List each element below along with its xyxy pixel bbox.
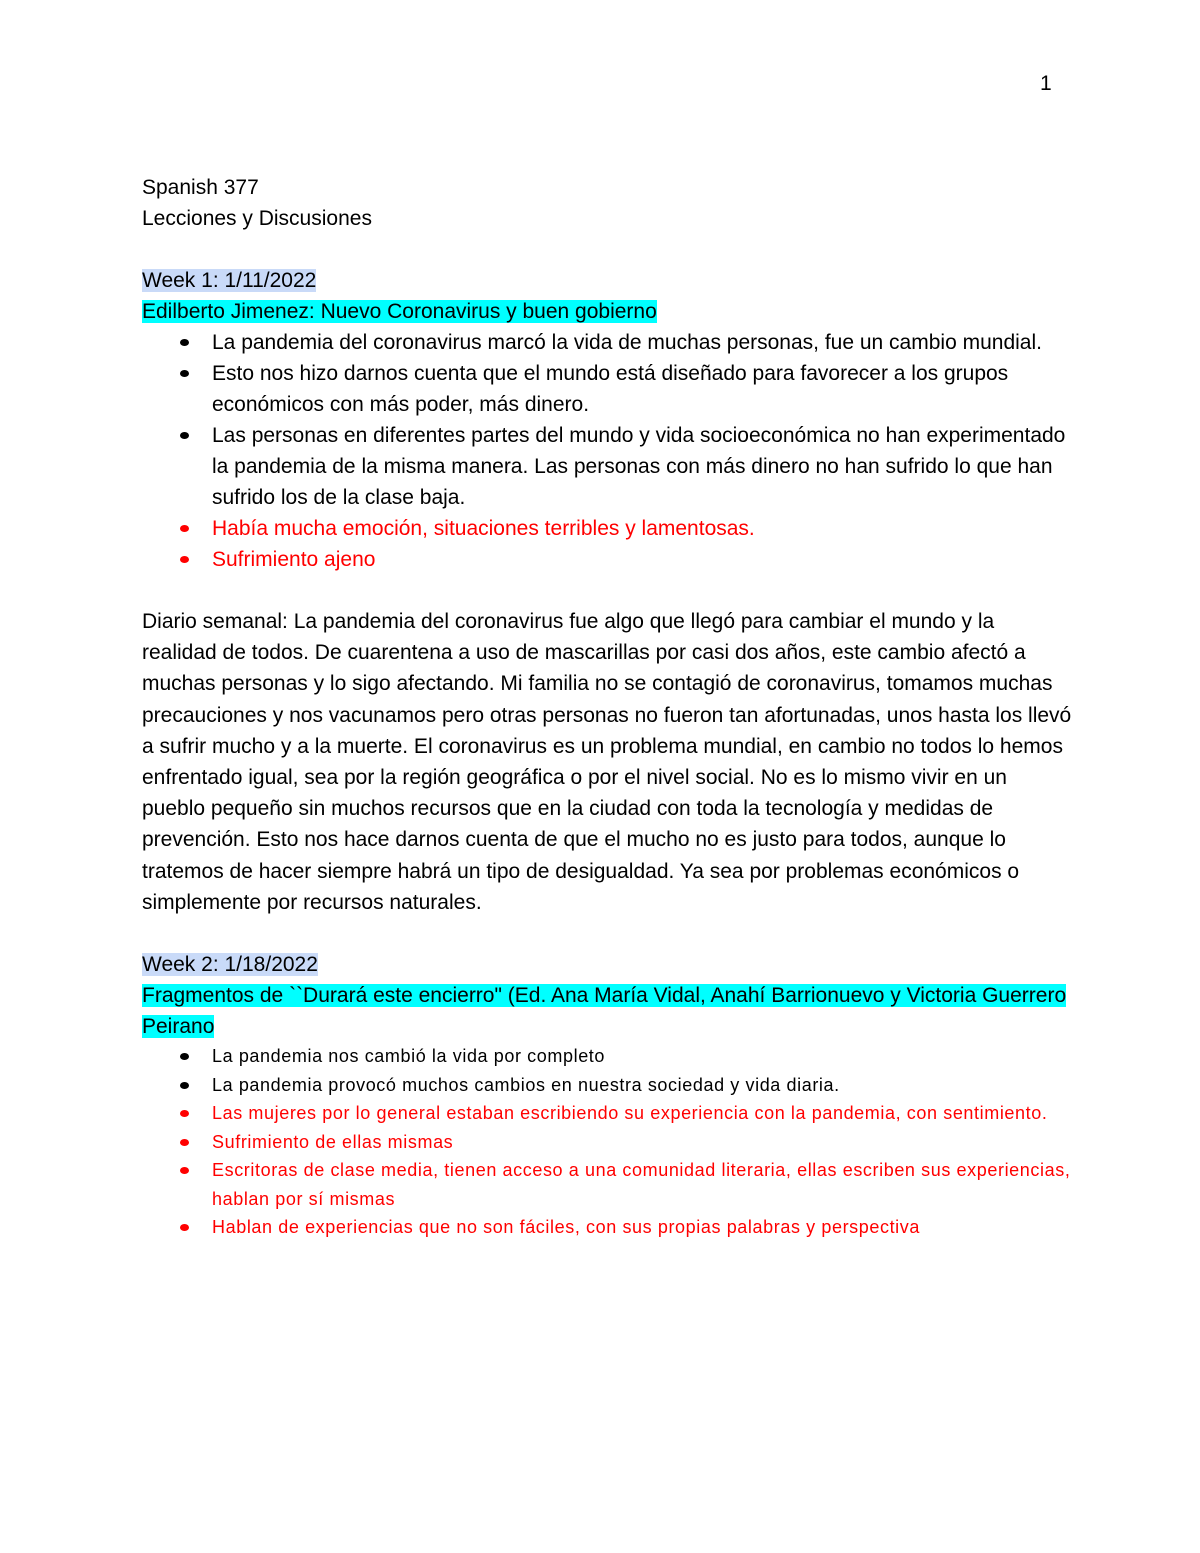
bullet-icon (180, 432, 189, 439)
list-item: Esto nos hizo darnos cuenta que el mundo está diseñado para favorecer a los grupos económicos con más poder, más dinero. (142, 358, 1072, 420)
bullet-icon (180, 1110, 189, 1117)
list-item: Escritoras de clase media, tienen acceso a una comunidad literaria, ellas escriben sus experiencias, hablan por sí mismas (142, 1156, 1072, 1213)
week2-title: Fragmentos de ``Durará este encierro" (Ed. Ana María Vidal, Anahí Barrionuevo y Victoria Guerrero Peirano (142, 984, 1067, 1039)
bullet-icon (180, 339, 189, 346)
bullet-icon (180, 1224, 189, 1231)
weekly-diary-paragraph: Diario semanal: La pandemia del coronavirus fue algo que llegó para cambiar el mundo y la realidad de todos. De cuarentena a uso de mascarillas por casi dos años, este cambio afectó a muchas personas y lo sigo afectando. Mi familia no se contagió de coronavirus, tomamos muchas precauciones y nos vacunamos pero otras personas no fueron tan afortunadas, unos hasta los llevó a sufrir mucho y a la muerte. El coronavirus es un problema mundial, en cambio no todos lo hemos enfrentado igual, sea por la región geográfica o por el nivel social. No es lo mismo vivir en un pueblo pequeño sin muchos recursos que en la ciudad con toda la tecnología y medidas de prevención. Esto nos hace darnos cuenta de que el mucho no es justo para todos, aunque lo tratemos de hacer siempre habrá un tipo de desigualdad. Ya sea por problemas económicos o simplemente por recursos naturales. (142, 610, 1072, 914)
list-item: Las personas en diferentes partes del mundo y vida socioeconómica no han experimentado la pandemia de la misma manera. Las personas con más dinero no han sufrido lo que han sufrido los de la clase baja. (142, 420, 1072, 513)
list-item: La pandemia provocó muchos cambios en nuestra sociedad y vida diaria. (142, 1071, 1072, 1100)
week1-bullet-list (142, 327, 1072, 575)
week2-label: Week 2: 1/18/2022 (142, 953, 318, 977)
list-item: Sufrimiento ajeno (142, 544, 1072, 575)
list-item: Hablan de experiencias que no son fáciles, con sus propias palabras y perspectiva (142, 1213, 1072, 1242)
bullet-icon (180, 1139, 189, 1146)
list-item: Había mucha emoción, situaciones terribles y lamentosas. (142, 513, 1072, 544)
bullet-icon (180, 556, 189, 563)
document-body (142, 172, 1072, 1242)
page-number: 1 (1040, 72, 1052, 95)
list-item: La pandemia nos cambió la vida por completo (142, 1042, 1072, 1071)
bullet-icon (180, 370, 189, 377)
bullet-icon (180, 1167, 189, 1174)
week1-title: Edilberto Jimenez: Nuevo Coronavirus y buen gobierno (142, 300, 657, 323)
list-item: Las mujeres por lo general estaban escribiendo su experiencia con la pandemia, con sentimiento. (142, 1099, 1072, 1128)
course-title: Spanish 377 (142, 176, 259, 199)
list-item: La pandemia del coronavirus marcó la vida de muchas personas, fue un cambio mundial. (142, 327, 1072, 358)
document-subtitle: Lecciones y Discusiones (142, 207, 372, 230)
bullet-icon (180, 1053, 189, 1060)
bullet-icon (180, 1082, 189, 1089)
list-item: Sufrimiento de ellas mismas (142, 1128, 1072, 1157)
week1-label: Week 1: 1/11/2022 (142, 269, 317, 292)
week2-bullet-list (142, 1042, 1072, 1242)
bullet-icon (180, 525, 189, 532)
